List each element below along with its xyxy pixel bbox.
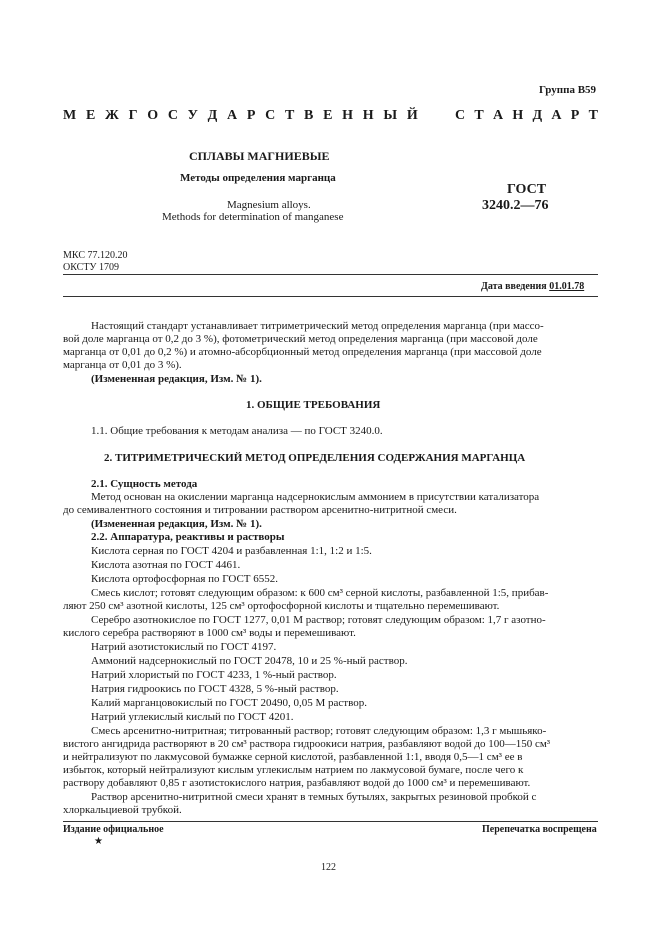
banner-letter: Р	[246, 108, 256, 123]
banner-letter: Е	[323, 108, 333, 123]
group-code: Группа В59	[539, 84, 597, 96]
clause-1-1: 1.1. Общие требования к методам анализа — по ГОСТ 3240.0.	[91, 425, 383, 437]
banner-letter: А	[551, 108, 562, 123]
mks-code: МКС 77.120.20	[63, 250, 128, 261]
banner-letter: Т	[284, 108, 295, 123]
arsenite-mixture-line-5: раствору добавляют 0,85 г азотистокислого натрия, разбавляют водой до 1000 см³ и перемешивают.	[63, 777, 531, 789]
banner-letter: М	[63, 108, 77, 123]
header-divider	[63, 274, 598, 275]
banner-letter: Ж	[105, 108, 119, 123]
banner-letter: Г	[128, 108, 138, 123]
banner-letter: С	[265, 108, 276, 123]
intro-line-1: Настоящий стандарт устанавливает титриметрический метод определения марганца (при массо-	[91, 320, 544, 332]
clause-2-1-heading: 2.1. Сущность метода	[91, 478, 198, 490]
official-edition-label: Издание официальное	[63, 824, 164, 835]
footer-divider	[63, 821, 598, 822]
intro-line-4: марганца от 0,01 до 3 %).	[63, 359, 182, 371]
banner-letter: С	[455, 108, 466, 123]
reagent-item: Натрия гидроокись по ГОСТ 4328, 5 %-ный раствор.	[91, 683, 339, 695]
acid-mixture-line-1: Смесь кислот; готовят следующим образом: к 600 см³ серной кислоты, разбавленной 1:5, прибав-	[91, 587, 549, 599]
document-title: СПЛАВЫ МАГНИЕВЫЕ	[189, 149, 330, 163]
banner-letter: Д	[532, 108, 543, 123]
arsenite-mixture-line-4: избыток, который нейтрализуют кислым углекислым натрием по лакмусовой бумаге, после чего к	[63, 764, 524, 776]
banner-letter: Т	[474, 108, 484, 123]
banner-letter: Й	[406, 108, 418, 123]
arsenite-mixture-line-2: вистого ангидрида растворяют в 20 см³ раствора гидроокиси натрия, разбавляют водой до 100—150 см³	[63, 738, 551, 750]
gost-label: ГОСТ	[507, 182, 547, 197]
page-number: 122	[321, 862, 336, 873]
banner-letter: А	[227, 108, 238, 123]
date-label: Дата введения	[481, 281, 547, 292]
arsenite-mixture-line-3: и нейтрализуют по лакмусовой бумажке серной кислотой, разбавленной 1:1, вводя 0,5—1 см³ ее в	[63, 751, 523, 763]
acid-mixture-line-2: ляют 250 см³ азотной кислоты, 125 см³ ортофосфорной кислоты и тщательно перемешивают.	[63, 600, 500, 612]
banner-letter: Н	[342, 108, 354, 123]
storage-line-2: хлоркальциевой трубкой.	[63, 804, 182, 816]
intro-line-3: марганца от 0,01 до 0,2 %) и атомно-абсорбционный метод определения марганца (при массовой доле	[63, 346, 542, 358]
banner-letter: О	[147, 108, 159, 123]
reagent-item: Натрий азотистокислый по ГОСТ 4197.	[91, 641, 277, 653]
banner-letter: Т	[588, 108, 598, 123]
reagent-item: Кислота ортофосфорная по ГОСТ 6552.	[91, 573, 279, 585]
date-value: 01.01.78	[549, 281, 585, 292]
banner-letter: Р	[570, 108, 580, 123]
section-1-heading: 1. ОБЩИЕ ТРЕБОВАНИЯ	[246, 399, 381, 411]
introduction-date	[481, 281, 584, 292]
banner-letter: Н	[512, 108, 524, 123]
storage-line-1: Раствор арсенитно-нитритной смеси хранят в темных бутылях, закрытых резиновой пробкой с	[91, 791, 537, 803]
banner-word-standard	[455, 108, 598, 124]
clause-2-1-line-2: до семивалентного состояния и титровании раствором арсенитно-нитритной смеси.	[63, 504, 457, 516]
section-2-heading: 2. ТИТРИМЕТРИЧЕСКИЙ МЕТОД ОПРЕДЕЛЕНИЯ СОДЕРЖАНИЯ МАРГАНЦА	[104, 452, 526, 464]
okstu-code: ОКСТУ 1709	[63, 262, 120, 273]
date-divider	[63, 296, 598, 297]
banner-word-interstate	[63, 108, 418, 124]
banner-letter: Н	[362, 108, 374, 123]
reagent-item: Натрий углекислый кислый по ГОСТ 4201.	[91, 711, 294, 723]
arsenite-mixture-line-1: Смесь арсенитно-нитритная; титрованный раствор; готовят следующим образом: 1,3 г мышьяко-	[91, 725, 547, 737]
silver-nitrate-line-2: кислого серебра растворяют в 1000 см³ воды и перемешивают.	[63, 627, 356, 639]
intro-line-2: вой доле марганца от 0,2 до 3 %), фотометрический метод определения марганца (при массовой доле	[63, 333, 538, 345]
reagent-item: Аммоний надсернокислый по ГОСТ 20478, 10 и 25 %-ный раствор.	[91, 655, 408, 667]
reagent-item: Калий марганцовокислый по ГОСТ 20490, 0,05 М раствор.	[91, 697, 367, 709]
banner-letter: Ы	[383, 108, 398, 123]
clause-2-2-heading: 2.2. Аппаратура, реактивы и растворы	[91, 531, 285, 543]
banner-letter: А	[492, 108, 504, 123]
clause-2-1-line-1: Метод основан на окислении марганца надсернокислым аммонием в присутствии катализатора	[91, 491, 540, 503]
banner-letter: В	[304, 108, 314, 123]
banner-letter: Е	[85, 108, 96, 123]
banner-letter: С	[167, 108, 178, 123]
document-subtitle: Методы определения марганца	[180, 172, 336, 184]
banner-letter: У	[187, 108, 198, 123]
reagent-item: Натрий хлористый по ГОСТ 4233, 1 %-ный раствор.	[91, 669, 337, 681]
star-icon: ★	[94, 836, 103, 847]
gost-number: 3240.2—76	[482, 198, 549, 213]
reprint-prohibited-label: Перепечатка воспрещена	[482, 824, 597, 835]
reagent-item: Кислота азотная по ГОСТ 4461.	[91, 559, 241, 571]
english-title-line-1: Magnesium alloys.	[227, 199, 311, 211]
silver-nitrate-line-1: Серебро азотнокислое по ГОСТ 1277, 0,01 М раствор; готовят следующим образом: 1,7 г азотно-	[91, 614, 546, 626]
amendment-note-1: (Измененная редакция, Изм. № 1).	[91, 373, 262, 385]
english-title-line-2: Methods for determination of manganese	[162, 211, 344, 223]
banner-letter: Д	[207, 108, 218, 123]
reagent-item: Кислота серная по ГОСТ 4204 и разбавленная 1:1, 1:2 и 1:5.	[91, 545, 372, 557]
standard-banner	[63, 108, 598, 124]
amendment-note-2: (Измененная редакция, Изм. № 1).	[91, 518, 262, 530]
